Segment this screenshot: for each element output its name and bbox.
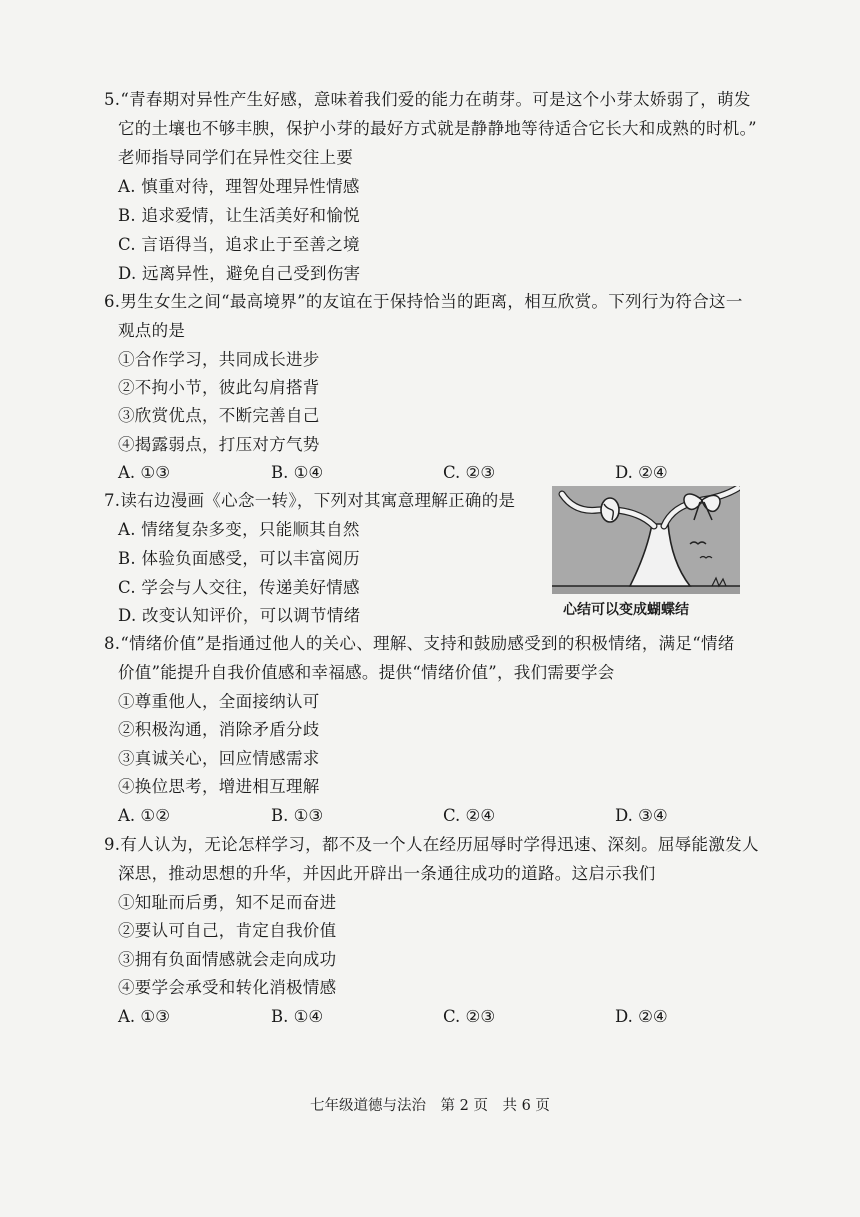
- q9-item-1: ①知耻而后勇，知不足而奋进: [118, 893, 337, 912]
- q8-item-1: ①尊重他人，全面接纳认可: [118, 692, 320, 711]
- comic-illustration: [552, 486, 740, 594]
- q7-stem: 7.读右边漫画《心念一转》，下列对其寓意理解正确的是: [104, 491, 516, 510]
- q9-item-3: ③拥有负面情感就会走向成功: [118, 950, 337, 969]
- q9-choice-a: A. ①③: [118, 1007, 170, 1026]
- q8-item-4: ④换位思考，增进相互理解: [118, 777, 320, 796]
- q5-option-b: B. 追求爱情，让生活美好和愉悦: [118, 206, 360, 225]
- q8-stem-line-2: 价值”能提升自我价值感和幸福感。提供“情绪价值”，我们需要学会: [118, 663, 615, 682]
- q7-option-a: A. 情绪复杂多变，只能顺其自然: [118, 520, 360, 539]
- q5-stem-line-2: 它的土壤也不够丰腴，保护小芽的最好方式就是静静地等待适合它长大和成熟的时机。”: [118, 119, 757, 138]
- q8-choice-b: B. ①③: [271, 806, 324, 825]
- q5-stem-line-3: 老师指导同学们在异性交往上要: [118, 148, 354, 167]
- comic-caption: 心结可以变成蝴蝶结: [563, 602, 689, 618]
- q6-item-4: ④揭露弱点，打压对方气势: [118, 435, 320, 454]
- q5-option-c: C. 言语得当，追求止于至善之境: [118, 235, 360, 254]
- q6-item-1: ①合作学习，共同成长进步: [118, 350, 320, 369]
- page-footer: 七年级道德与法治 第 2 页 共 6 页: [310, 1098, 550, 1114]
- q7-option-c: C. 学会与人交往，传递美好情感: [118, 578, 360, 597]
- q5-stem-line-1: 5.“青春期对异性产生好感，意味着我们爱的能力在萌芽。可是这个小芽太娇弱了，萌发: [104, 90, 751, 109]
- q6-choice-d: D. ②④: [615, 463, 668, 482]
- q8-stem-line-1: 8.“情绪价值”是指通过他人的关心、理解、支持和鼓励感受到的积极情绪，满足“情绪: [104, 634, 735, 653]
- q8-item-3: ③真诚关心，回应情感需求: [118, 749, 320, 768]
- q6-item-3: ③欣赏优点，不断完善自己: [118, 406, 320, 425]
- q9-stem-line-1: 9.有人认为，无论怎样学习，都不及一个人在经历屈辱时学得迅速、深刻。屈辱能激发人: [104, 835, 759, 854]
- q8-item-2: ②积极沟通，消除矛盾分歧: [118, 720, 320, 739]
- q5-option-d: D. 远离异性，避免自己受到伤害: [118, 264, 361, 283]
- q9-item-4: ④要学会承受和转化消极情感: [118, 978, 337, 997]
- q8-choice-c: C. ②④: [443, 806, 496, 825]
- q5-option-a: A. 慎重对待，理智处理异性情感: [118, 177, 360, 196]
- q6-choice-c: C. ②③: [443, 463, 496, 482]
- q7-option-d: D. 改变认知评价，可以调节情绪: [118, 606, 361, 625]
- q7-option-b: B. 体验负面感受，可以丰富阅历: [118, 549, 360, 568]
- q8-choice-d: D. ③④: [615, 806, 668, 825]
- q6-choice-a: A. ①③: [118, 463, 170, 482]
- q6-choice-b: B. ①④: [271, 463, 324, 482]
- q8-choice-a: A. ①②: [118, 806, 170, 825]
- q6-stem-line-2: 观点的是: [118, 321, 186, 340]
- q9-choice-b: B. ①④: [271, 1007, 324, 1026]
- q6-stem-line-1: 6.男生女生之间“最高境界”的友谊在于保持恰当的距离，相互欣赏。下列行为符合这一: [104, 292, 743, 311]
- tree-knot-icon: [552, 486, 740, 594]
- q9-stem-line-2: 深思，推动思想的升华，并因此开辟出一条通往成功的道路。这启示我们: [118, 864, 656, 883]
- q6-item-2: ②不拘小节，彼此勾肩搭背: [118, 378, 320, 397]
- q9-item-2: ②要认可自己，肯定自我价值: [118, 921, 337, 940]
- q9-choice-c: C. ②③: [443, 1007, 496, 1026]
- q9-choice-d: D. ②④: [615, 1007, 668, 1026]
